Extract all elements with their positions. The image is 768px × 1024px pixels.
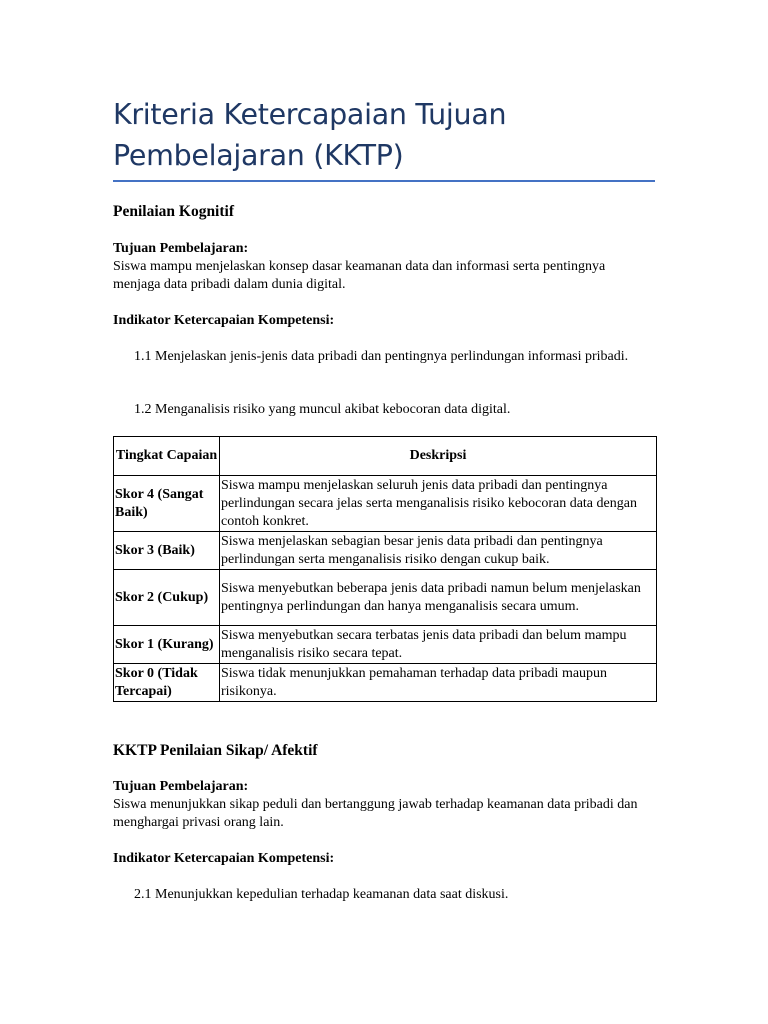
column-header-level: Tingkat Capaian xyxy=(114,437,220,476)
table-header-row xyxy=(114,437,657,476)
cognitive-indicator-label: Indikator Ketercapaian Kompetensi: xyxy=(113,313,335,328)
indicator-item: 2.1 Menunjukkan kepedulian terhadap keamanan data saat diskusi. xyxy=(134,887,509,902)
column-header-description: Deskripsi xyxy=(220,437,657,476)
page-title: Kriteria Ketercapaian Tujuan Pembelajaran (KKTP) xyxy=(113,98,507,172)
description-cell: Siswa menyebutkan beberapa jenis data pribadi namun belum menjelaskan pentingnya perlindungan dan hanya menganalisis secara umum. xyxy=(220,570,657,626)
cognitive-goal-label: Tujuan Pembelajaran: xyxy=(113,241,249,256)
section-heading-affective: KKTP Penilaian Sikap/ Afektif xyxy=(113,742,318,759)
level-cell: Skor 3 (Baik) xyxy=(114,532,220,570)
description-cell: Siswa mampu menjelaskan seluruh jenis data pribadi dan pentingnya perlindungan secara jelas serta menganalisis risiko kebocoran data dengan contoh konkret. xyxy=(220,476,657,532)
level-cell: Skor 0 (Tidak Tercapai) xyxy=(114,664,220,702)
cognitive-goal-text: Siswa mampu menjelaskan konsep dasar keamanan data dan informasi serta pentingnya menjaga data pribadi dalam dunia digital. xyxy=(113,259,606,292)
table-row xyxy=(114,664,657,702)
section-heading-cognitive: Penilaian Kognitif xyxy=(113,203,234,220)
level-cell: Skor 1 (Kurang) xyxy=(114,626,220,664)
table-row xyxy=(114,626,657,664)
affective-goal-label: Tujuan Pembelajaran: xyxy=(113,779,249,794)
table-row xyxy=(114,532,657,570)
rubric-table xyxy=(113,436,657,702)
table-row xyxy=(114,570,657,626)
description-cell: Siswa menyebutkan secara terbatas jenis data pribadi dan belum mampu menganalisis risiko secara tepat. xyxy=(220,626,657,664)
indicator-item: 1.2 Menganalisis risiko yang muncul akibat kebocoran data digital. xyxy=(134,402,511,417)
description-cell: Siswa menjelaskan sebagian besar jenis data pribadi dan pentingnya perlindungan serta menganalisis risiko dengan cukup baik. xyxy=(220,532,657,570)
description-cell: Siswa tidak menunjukkan pemahaman terhadap data pribadi maupun risikonya. xyxy=(220,664,657,702)
level-cell: Skor 4 (Sangat Baik) xyxy=(114,476,220,532)
affective-goal-text: Siswa menunjukkan sikap peduli dan bertanggung jawab terhadap keamanan data pribadi dan menghargai privasi orang lain. xyxy=(113,797,638,830)
title-divider xyxy=(113,180,655,182)
table-row xyxy=(114,476,657,532)
indicator-item: 1.1 Menjelaskan jenis-jenis data pribadi dan pentingnya perlindungan informasi pribadi. xyxy=(134,349,629,364)
affective-indicator-label: Indikator Ketercapaian Kompetensi: xyxy=(113,851,335,866)
level-cell: Skor 2 (Cukup) xyxy=(114,570,220,626)
